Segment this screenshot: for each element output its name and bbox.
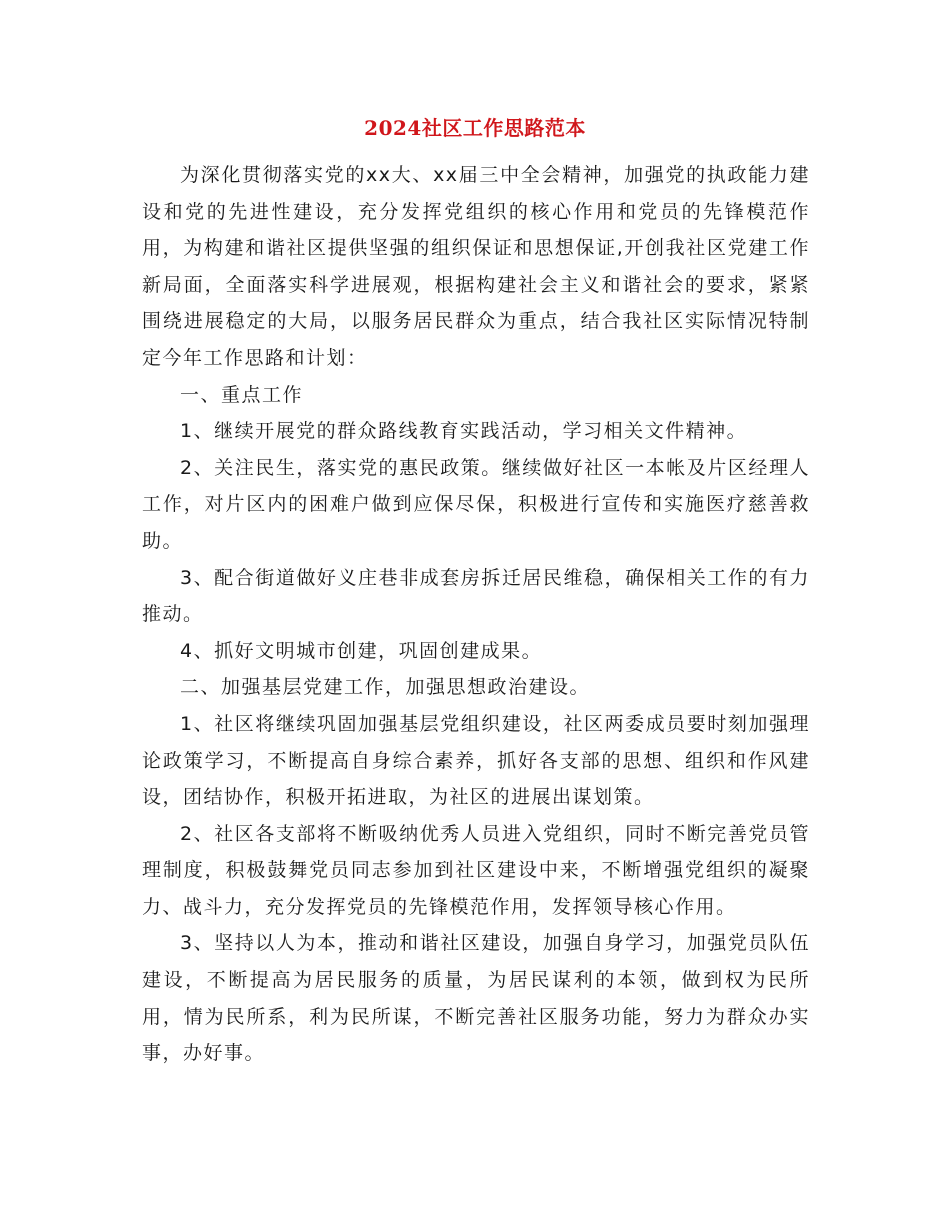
section-heading-key-work: 一、重点工作 [180, 383, 304, 406]
list-item: 1、继续开展党的群众路线教育实践活动，学习相关文件精神。 [180, 420, 748, 443]
list-item: 2、关注民生，落实党的惠民政策。继续做好社区一本帐及片区经理人工作，对片区内的困难户做到应保尽保，积极进行宣传和实施医疗慈善救助。 [142, 456, 810, 552]
list-item: 3、坚持以人为本，推动和谐社区建设，加强自身学习，加强党员队伍建设，不断提高为居民服务的质量，为居民谋利的本领，做到权为民所用，情为民所系，利为民所谋，不断完善社区服务功能，努力为群众办实事，办好事。 [142, 932, 810, 1065]
intro-paragraph: 为深化贯彻落实党的xx大、xx届三中全会精神，加强党的执政能力建设和党的先进性建设，充分发挥党组织的核心作用和党员的先锋模范作用，为构建和谐社区提供坚强的组织保证和思想保证,开创我社区党建工作新局面，全面落实科学进展观，根据构建社会主义和谐社会的要求，紧紧围绕进展稳定的大局，以服务居民群众为重点，结合我社区实际情况特制定今年工作思路和计划： [142, 164, 810, 369]
section-heading-party-building: 二、加强基层党建工作，加强思想政治建设。 [180, 676, 591, 699]
list-item: 3、配合街道做好义庄巷非成套房拆迁居民维稳，确保相关工作的有力推动。 [142, 566, 810, 626]
list-item: 4、抓好文明城市创建，巩固创建成果。 [180, 639, 543, 662]
document-body [142, 157, 810, 1072]
list-item: 2、社区各支部将不断吸纳优秀人员进入党组织，同时不断完善党员管理制度，积极鼓舞党员同志参加到社区建设中来，不断增强党组织的凝聚力、战斗力，充分发挥党员的先锋模范作用，发挥领导核心作用。 [142, 822, 810, 918]
list-item: 1、社区将继续巩固加强基层党组织建设，社区两委成员要时刻加强理论政策学习，不断提高自身综合素养，抓好各支部的思想、组织和作风建设，团结协作，积极开拓进取，为社区的进展出谋划策。 [142, 712, 810, 809]
document-title: 2024社区工作思路范本 [364, 116, 586, 140]
